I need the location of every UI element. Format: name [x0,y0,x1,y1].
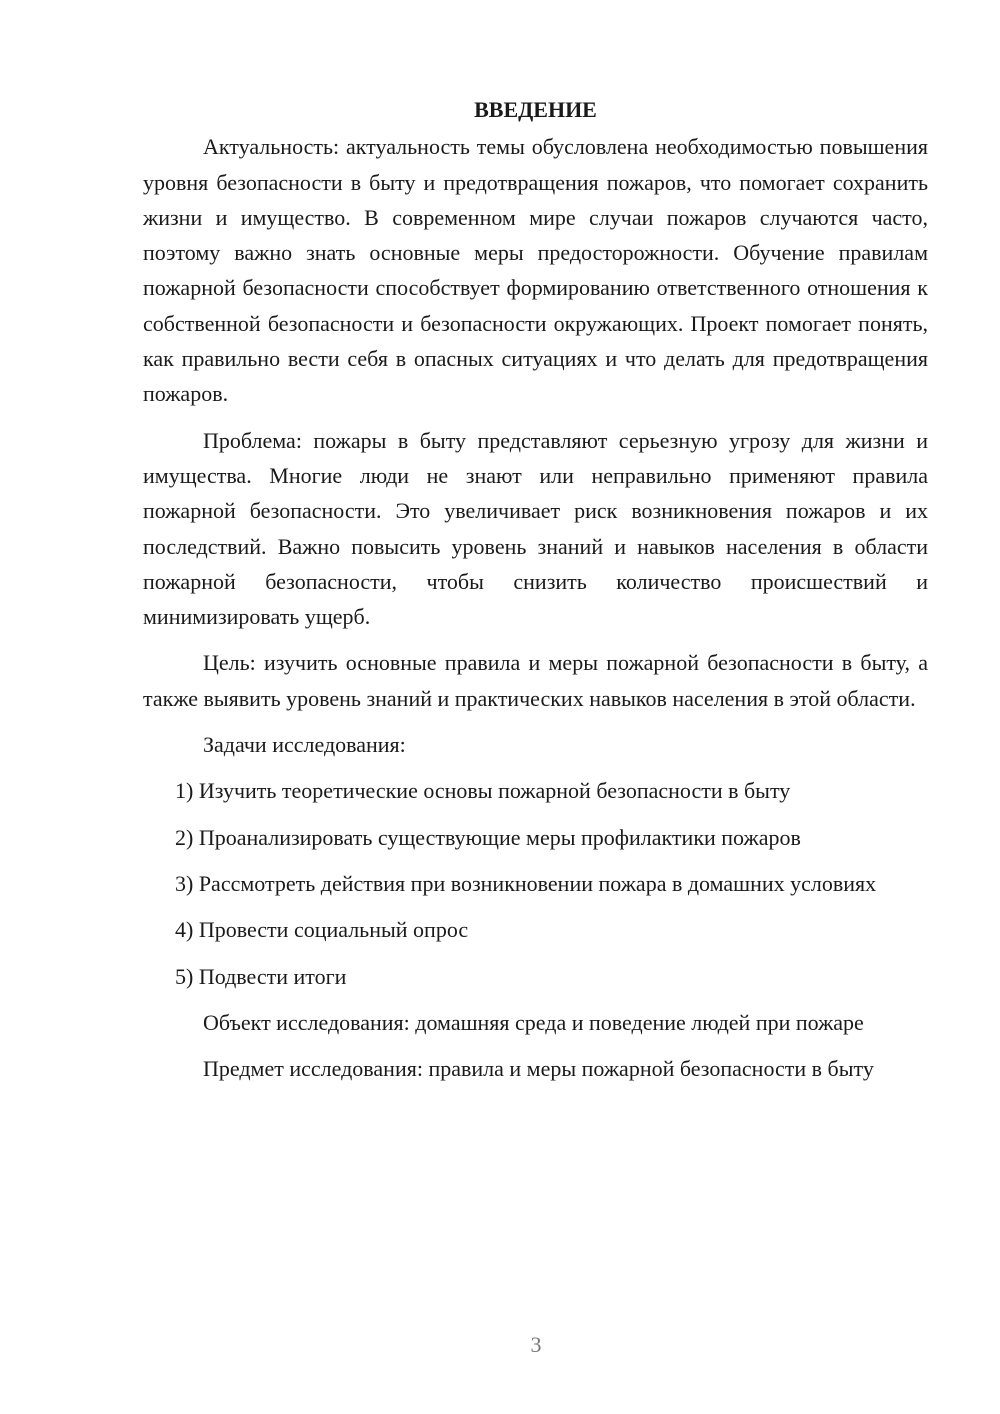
goal-paragraph: Цель: изучить основные правила и меры пожарной безопасности в быту, а также выявить уровень знаний и практических навыков населения в этой области. [143,650,928,711]
tasks-title: Задачи исследования: [203,732,406,758]
task-item-2: 2) Проанализировать существующие меры профилактики пожаров [175,824,801,850]
page-content [143,92,928,1097]
task-item-1: 1) Изучить теоретические основы пожарной безопасности в быту [175,778,791,804]
task-item-4: 4) Провести социальный опрос [175,917,469,943]
problem-paragraph: Проблема: пожары в быту представляют серьезную угрозу для жизни и имущества. Многие люди не знают или неправильно применяют правила пожарной безопасности. Это увеличивает риск возникновения пожаров и их последствий. Важно повысить уровень знаний и навыков населения в области пожарной безопасности, чтобы снизить количество происшествий и минимизировать ущерб. [143,427,928,630]
subject-paragraph: Предмет исследования: правила и меры пожарной безопасности в быту [203,1056,874,1082]
object-paragraph: Объект исследования: домашняя среда и поведение людей при пожаре [203,1009,864,1035]
page-number: 3 [530,1332,542,1357]
section-heading: ВВЕДЕНИЕ [474,97,597,122]
relevance-paragraph: Актуальность: актуальность темы обусловлена необходимостью повышения уровня безопасности в быту и предотвращения пожаров, что помогает сохранить жизни и имущество. В современном мире случаи пожаров случаются часто, поэтому важно знать основные меры предосторожности. Обучение правилам пожарной безопасности способствует формированию ответственного отношения к собственной безопасности и безопасности окружающих. Проект помогает понять, как правильно вести себя в опасных ситуациях и что делать для предотвращения пожаров. [143,134,928,407]
task-item-3: 3) Рассмотреть действия при возникновении пожара в домашних условиях [175,870,877,896]
task-item-5: 5) Подвести итоги [175,963,347,989]
